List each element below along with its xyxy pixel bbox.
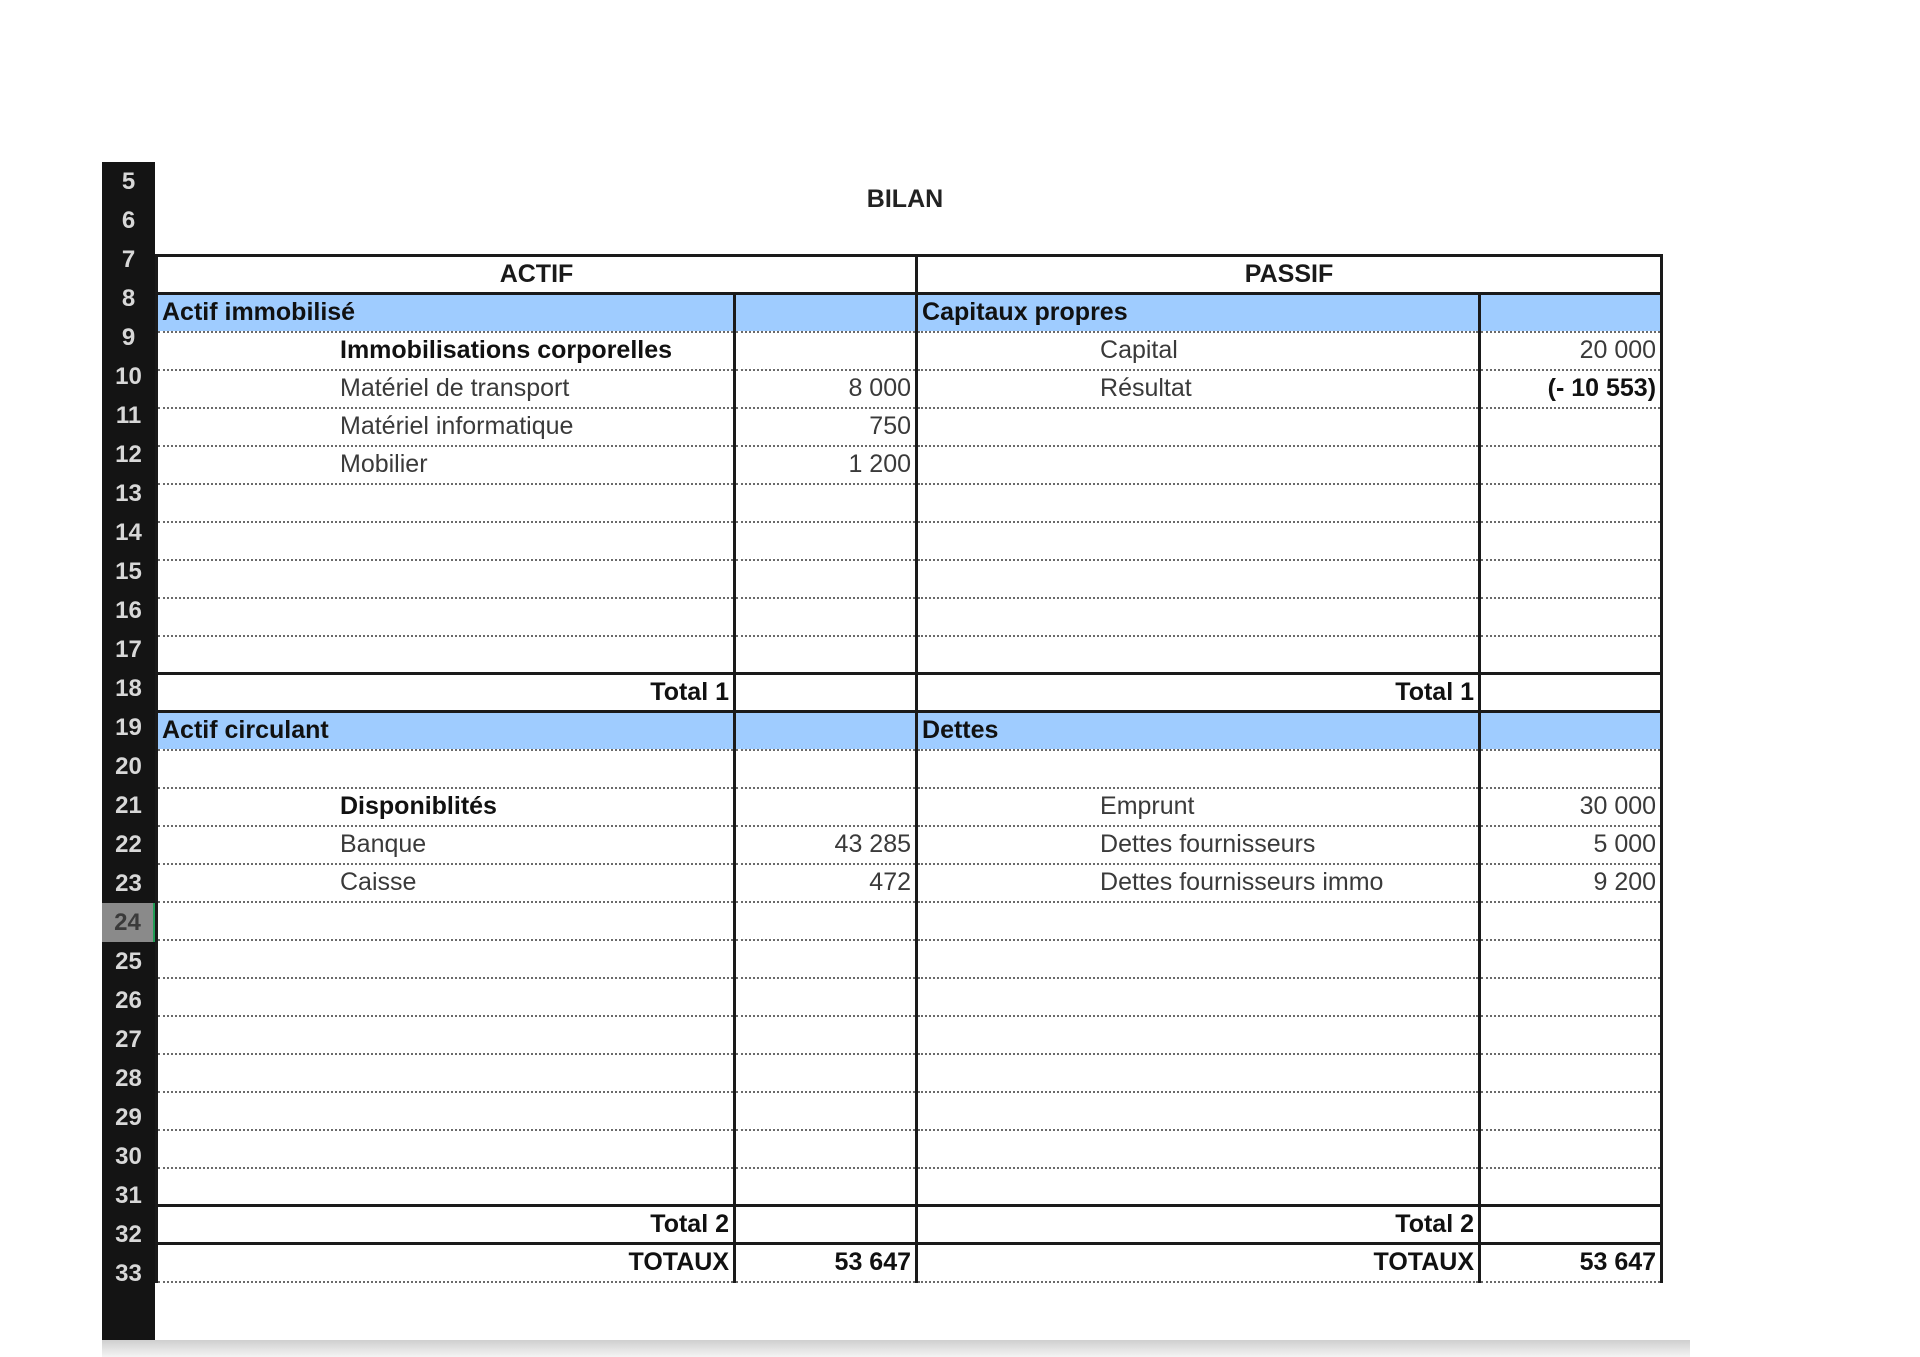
passif-item-label[interactable]: Emprunt xyxy=(917,788,1480,826)
cell[interactable] xyxy=(917,1168,1480,1206)
cell[interactable] xyxy=(735,294,917,332)
table-row xyxy=(157,1054,1662,1092)
cell[interactable] xyxy=(735,636,917,674)
cell[interactable] xyxy=(735,332,917,370)
row-header[interactable]: 22 xyxy=(115,831,142,858)
row-header[interactable]: 21 xyxy=(115,792,142,819)
cell[interactable] xyxy=(735,1130,917,1168)
capitaux-propres-label[interactable]: Capitaux propres xyxy=(917,294,1480,332)
row-header[interactable]: 8 xyxy=(121,285,136,312)
cell[interactable] xyxy=(1480,408,1662,446)
actif-item-value[interactable]: 43 285 xyxy=(735,826,917,864)
passif-item-label[interactable]: Résultat xyxy=(917,370,1480,408)
actif-item-label[interactable]: Caisse xyxy=(157,864,735,902)
row-header[interactable]: 33 xyxy=(115,1260,142,1287)
table-row xyxy=(157,712,1662,750)
cell[interactable] xyxy=(157,522,735,560)
table-row xyxy=(157,370,1662,408)
table-row xyxy=(157,864,1662,902)
cell[interactable] xyxy=(1480,674,1662,712)
cell[interactable] xyxy=(917,940,1480,978)
cell[interactable] xyxy=(735,978,917,1016)
actif-item-label[interactable]: Mobilier xyxy=(157,446,735,484)
passif-item-label[interactable]: Capital xyxy=(917,332,1480,370)
cell[interactable] xyxy=(917,408,1480,446)
cell[interactable] xyxy=(1480,750,1662,788)
cell[interactable] xyxy=(917,750,1480,788)
actif-circulant-label[interactable]: Actif circulant xyxy=(157,712,735,750)
passif-item-value[interactable]: (- 10 553) xyxy=(1480,370,1662,408)
cell[interactable] xyxy=(917,1054,1480,1092)
cell[interactable] xyxy=(917,1092,1480,1130)
cell[interactable] xyxy=(157,940,735,978)
cell[interactable] xyxy=(735,522,917,560)
immobilisations-group-label[interactable]: Immobilisations corporelles xyxy=(157,332,735,370)
cell[interactable] xyxy=(157,1016,735,1054)
actif-header[interactable]: ACTIF xyxy=(157,256,917,294)
cell[interactable] xyxy=(1480,712,1662,750)
passif-total-1-label[interactable]: Total 1 xyxy=(917,674,1480,712)
cell[interactable] xyxy=(735,598,917,636)
row-header[interactable]: 14 xyxy=(115,519,142,546)
cell[interactable] xyxy=(917,522,1480,560)
table-row xyxy=(157,484,1662,522)
row-header[interactable]: 29 xyxy=(115,1104,142,1131)
cell[interactable] xyxy=(157,1054,735,1092)
table-row xyxy=(157,826,1662,864)
cell[interactable] xyxy=(157,560,735,598)
row-header[interactable]: 32 xyxy=(115,1221,142,1248)
row-header[interactable]: 13 xyxy=(115,480,142,507)
row-header[interactable]: 10 xyxy=(115,363,142,390)
cell[interactable] xyxy=(735,1168,917,1206)
cell[interactable] xyxy=(735,560,917,598)
cell[interactable] xyxy=(1480,484,1662,522)
cell[interactable] xyxy=(917,484,1480,522)
cell[interactable] xyxy=(917,1130,1480,1168)
row-header[interactable]: 16 xyxy=(115,597,142,624)
row-header[interactable]: 15 xyxy=(115,558,142,585)
cell[interactable] xyxy=(917,1016,1480,1054)
cell[interactable] xyxy=(735,902,917,940)
cell[interactable] xyxy=(735,940,917,978)
table-row xyxy=(157,522,1662,560)
table-row xyxy=(157,940,1662,978)
table-row xyxy=(157,1130,1662,1168)
actif-item-value[interactable]: 1 200 xyxy=(735,446,917,484)
actif-item-value[interactable]: 472 xyxy=(735,864,917,902)
bilan-table xyxy=(155,254,1663,1283)
cell[interactable] xyxy=(917,560,1480,598)
table-row xyxy=(157,332,1662,370)
table-row xyxy=(157,902,1662,940)
cell[interactable] xyxy=(157,902,735,940)
table-row xyxy=(157,1168,1662,1206)
cell[interactable] xyxy=(157,750,735,788)
spreadsheet xyxy=(102,162,1690,1347)
table-row xyxy=(157,294,1662,332)
disponibilites-group-label[interactable]: Disponiblités xyxy=(157,788,735,826)
passif-totaux-value[interactable]: 53 647 xyxy=(1480,1244,1662,1282)
cell[interactable] xyxy=(1480,1206,1662,1244)
cell[interactable] xyxy=(157,484,735,522)
row-header[interactable]: 12 xyxy=(115,441,142,468)
passif-item-value[interactable]: 9 200 xyxy=(1480,864,1662,902)
passif-total-2-label[interactable]: Total 2 xyxy=(917,1206,1480,1244)
table-row xyxy=(157,788,1662,826)
actif-item-value[interactable]: 750 xyxy=(735,408,917,446)
row-headers xyxy=(102,162,155,1347)
row-header[interactable]: 28 xyxy=(115,1065,142,1092)
actif-total-1-label[interactable]: Total 1 xyxy=(157,674,735,712)
cell[interactable] xyxy=(1480,446,1662,484)
cell[interactable] xyxy=(1480,636,1662,674)
cell[interactable] xyxy=(1480,560,1662,598)
row-header[interactable]: 5 xyxy=(121,168,136,195)
cell[interactable] xyxy=(735,788,917,826)
cell[interactable] xyxy=(735,484,917,522)
table-row xyxy=(157,256,1662,294)
cell[interactable] xyxy=(157,1130,735,1168)
passif-item-label[interactable]: Dettes fournisseurs xyxy=(917,826,1480,864)
row-header[interactable]: 6 xyxy=(121,207,136,234)
cell[interactable] xyxy=(1480,1054,1662,1092)
cell[interactable] xyxy=(917,446,1480,484)
cell[interactable] xyxy=(917,902,1480,940)
table-row xyxy=(157,1092,1662,1130)
cell[interactable] xyxy=(157,1168,735,1206)
actif-total-2-label[interactable]: Total 2 xyxy=(157,1206,735,1244)
row-header[interactable]: 17 xyxy=(115,636,142,663)
cell[interactable] xyxy=(735,1092,917,1130)
cell[interactable] xyxy=(157,978,735,1016)
cell-grid xyxy=(155,162,1690,1347)
passif-header[interactable]: PASSIF xyxy=(917,256,1662,294)
cell[interactable] xyxy=(917,598,1480,636)
cell[interactable] xyxy=(1480,294,1662,332)
page-shadow xyxy=(102,1340,1690,1357)
actif-totaux-value[interactable]: 53 647 xyxy=(735,1244,917,1282)
cell[interactable] xyxy=(1480,522,1662,560)
cell[interactable] xyxy=(157,598,735,636)
table-row xyxy=(157,674,1662,712)
cell[interactable] xyxy=(1480,1130,1662,1168)
cell[interactable] xyxy=(735,1054,917,1092)
cell[interactable] xyxy=(1480,1092,1662,1130)
passif-item-label[interactable]: Dettes fournisseurs immo xyxy=(917,864,1480,902)
table-row xyxy=(157,446,1662,484)
row-header[interactable]: 30 xyxy=(115,1143,142,1170)
passif-item-value[interactable]: 5 000 xyxy=(1480,826,1662,864)
passif-totaux-label[interactable]: TOTAUX xyxy=(917,1244,1480,1282)
actif-totaux-label[interactable]: TOTAUX xyxy=(157,1244,735,1282)
cell[interactable] xyxy=(157,1092,735,1130)
cell[interactable] xyxy=(917,978,1480,1016)
dettes-label[interactable]: Dettes xyxy=(917,712,1480,750)
row-header[interactable]: 7 xyxy=(121,246,136,273)
actif-immobilise-label[interactable]: Actif immobilisé xyxy=(157,294,735,332)
cell[interactable] xyxy=(735,750,917,788)
cell[interactable] xyxy=(1480,1168,1662,1206)
row-header[interactable]: 31 xyxy=(115,1182,142,1209)
table-row xyxy=(157,1016,1662,1054)
cell[interactable] xyxy=(917,636,1480,674)
cell[interactable] xyxy=(1480,902,1662,940)
cell[interactable] xyxy=(1480,978,1662,1016)
cell[interactable] xyxy=(735,1016,917,1054)
row-header-active[interactable]: 24 xyxy=(102,903,155,942)
table-row xyxy=(157,1206,1662,1244)
table-row xyxy=(157,598,1662,636)
row-header[interactable]: 18 xyxy=(115,675,142,702)
table-row xyxy=(157,978,1662,1016)
table-row xyxy=(157,636,1662,674)
row-header[interactable]: 25 xyxy=(115,948,142,975)
table-row xyxy=(157,408,1662,446)
cell[interactable] xyxy=(1480,598,1662,636)
row-header[interactable]: 23 xyxy=(115,870,142,897)
cell[interactable] xyxy=(1480,940,1662,978)
passif-item-value[interactable]: 30 000 xyxy=(1480,788,1662,826)
row-header[interactable]: 9 xyxy=(121,324,136,351)
passif-item-value[interactable]: 20 000 xyxy=(1480,332,1662,370)
cell[interactable] xyxy=(157,636,735,674)
table-row xyxy=(157,560,1662,598)
actif-item-label[interactable]: Matériel de transport xyxy=(157,370,735,408)
row-header[interactable]: 27 xyxy=(115,1026,142,1053)
row-header[interactable]: 26 xyxy=(115,987,142,1014)
sheet-title[interactable]: BILAN xyxy=(866,185,944,213)
row-header[interactable]: 11 xyxy=(115,402,142,429)
table-row xyxy=(157,1244,1662,1282)
cell[interactable] xyxy=(735,712,917,750)
actif-item-label[interactable]: Matériel informatique xyxy=(157,408,735,446)
cell[interactable] xyxy=(735,674,917,712)
cell[interactable] xyxy=(735,1206,917,1244)
row-header[interactable]: 19 xyxy=(115,714,142,741)
actif-item-value[interactable]: 8 000 xyxy=(735,370,917,408)
cell[interactable] xyxy=(1480,1016,1662,1054)
actif-item-label[interactable]: Banque xyxy=(157,826,735,864)
table-row xyxy=(157,750,1662,788)
row-header[interactable]: 20 xyxy=(115,753,142,780)
